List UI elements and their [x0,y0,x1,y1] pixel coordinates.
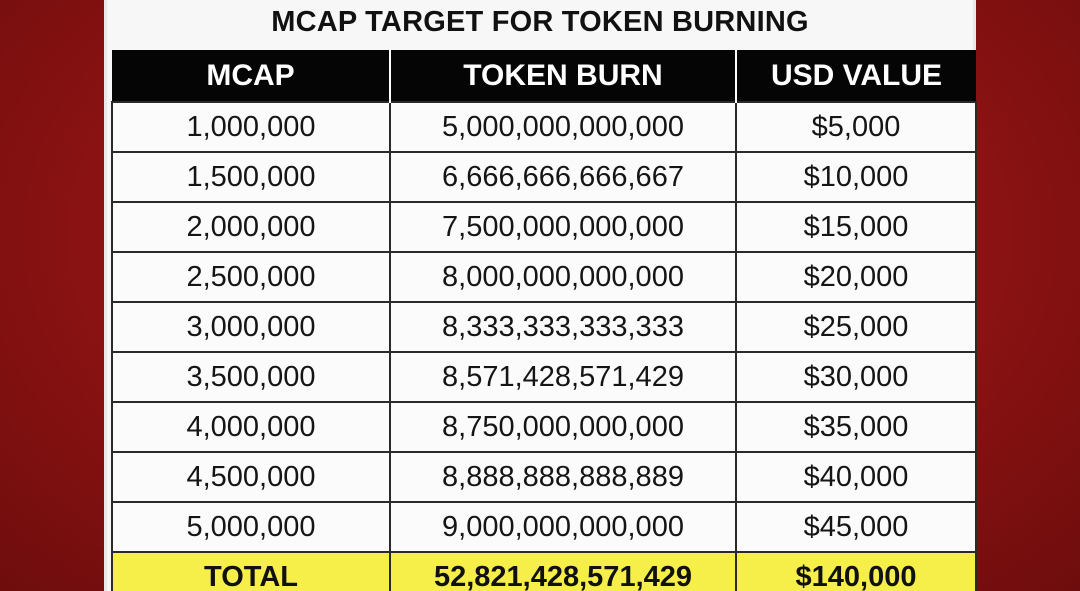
column-header-token-burn: TOKEN BURN [390,50,736,102]
cell-token-burn: 8,000,000,000,000 [390,252,736,302]
cell-token-burn: 8,571,428,571,429 [390,352,736,402]
cell-usd-value: $15,000 [736,202,976,252]
total-token-burn: 52,821,428,571,429 [390,552,736,591]
table-card [104,0,976,591]
cell-mcap: 3,000,000 [112,302,390,352]
cell-usd-value: $10,000 [736,152,976,202]
cell-mcap: 1,000,000 [112,102,390,152]
cell-usd-value: $30,000 [736,352,976,402]
cell-usd-value: $40,000 [736,452,976,502]
cell-token-burn: 8,750,000,000,000 [390,402,736,452]
total-label: TOTAL [112,552,390,591]
cell-token-burn: 8,888,888,888,889 [390,452,736,502]
total-usd-value: $140,000 [736,552,976,591]
cell-usd-value: $25,000 [736,302,976,352]
table-row [112,302,976,352]
table-row [112,502,976,552]
cell-mcap: 3,500,000 [112,352,390,402]
table-row [112,452,976,502]
table-row [112,102,976,152]
cell-token-burn: 5,000,000,000,000 [390,102,736,152]
cell-mcap: 5,000,000 [112,502,390,552]
column-header-mcap: MCAP [112,50,390,102]
table-row [112,352,976,402]
cell-usd-value: $5,000 [736,102,976,152]
column-header-usd-value: USD VALUE [736,50,976,102]
table-row [112,402,976,452]
cell-mcap: 4,000,000 [112,402,390,452]
cell-mcap: 2,000,000 [112,202,390,252]
cell-token-burn: 6,666,666,666,667 [390,152,736,202]
cell-mcap: 2,500,000 [112,252,390,302]
table-row [112,152,976,202]
burn-table [111,50,977,591]
total-row [112,552,976,591]
cell-usd-value: $20,000 [736,252,976,302]
cell-mcap: 1,500,000 [112,152,390,202]
cell-mcap: 4,500,000 [112,452,390,502]
cell-usd-value: $35,000 [736,402,976,452]
cell-token-burn: 7,500,000,000,000 [390,202,736,252]
table-row [112,252,976,302]
table-header-row [112,50,976,102]
table-row [112,202,976,252]
cell-token-burn: 9,000,000,000,000 [390,502,736,552]
page-title: MCAP TARGET FOR TOKEN BURNING [271,6,809,38]
cell-token-burn: 8,333,333,333,333 [390,302,736,352]
cell-usd-value: $45,000 [736,502,976,552]
